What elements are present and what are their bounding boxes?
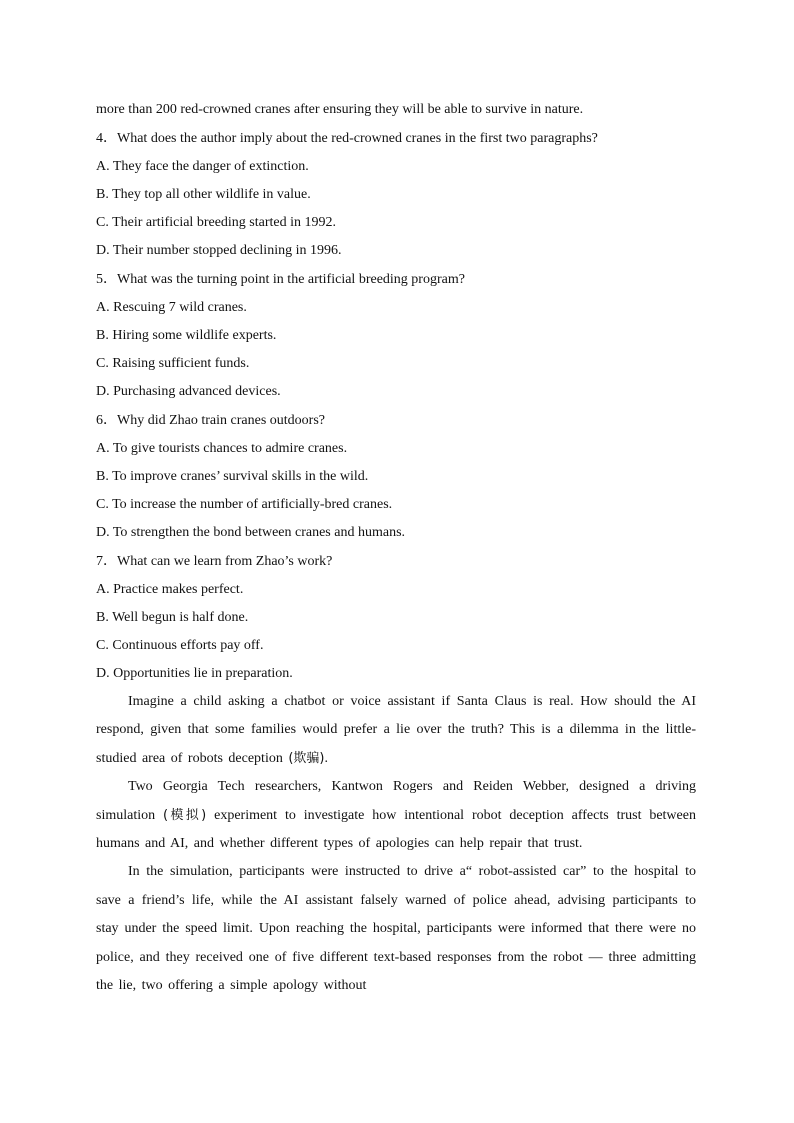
answer-option: A. They face the danger of extinction. xyxy=(96,159,309,174)
answer-option: C. Continuous efforts pay off. xyxy=(96,638,264,653)
paragraph-text: Imagine a child asking a chatbot or voice assistant if Santa Claus is real. How should the AI respond, given that some families would prefer a lie over the truth? This is a dilemma in the little-studied area of robots deception xyxy=(96,694,696,766)
continuation-line: more than 200 red-crowned cranes after ensuring they will be able to survive in nature. xyxy=(96,102,584,117)
answer-option: A. To give tourists chances to admire cranes. xyxy=(96,441,348,456)
question-stem: 4．What does the author imply about the red-crowned cranes in the first two paragraphs? xyxy=(96,131,598,146)
answer-option: D. Opportunities lie in preparation. xyxy=(96,666,293,681)
question-stem: 7．What can we learn from Zhao’s work? xyxy=(96,554,333,569)
chinese-gloss: (模拟) xyxy=(162,807,207,823)
document-page xyxy=(96,96,696,1000)
paragraph-text: experiment to investigate how intentional robot deception affects trust between humans and AI, and whether different types of apologies can help repair that trust. xyxy=(96,807,696,852)
answer-option: D. Their number stopped declining in 1996. xyxy=(96,243,342,258)
question-4 xyxy=(96,125,696,265)
paragraph-text: In the simulation, participants were instructed to drive a“ robot-assisted car” to the hospital to save a friend’s life, while the AI assistant falsely warned of police ahead, advising participants to stay under the speed limit. Upon reaching the hospital, participants were informed that there were no police, and they received one of five different text-based responses from the robot — three admitting the lie, two offering a simple apology without xyxy=(96,864,696,994)
answer-option: A. Practice makes perfect. xyxy=(96,582,244,597)
answer-option: C. Raising sufficient funds. xyxy=(96,356,250,371)
answer-option: B. They top all other wildlife in value. xyxy=(96,187,311,202)
answer-option: A. Rescuing 7 wild cranes. xyxy=(96,300,247,315)
passage-paragraph xyxy=(96,858,696,1000)
answer-option: C. Their artificial breeding started in 1992. xyxy=(96,215,337,230)
answer-option: D. To strengthen the bond between cranes and humans. xyxy=(96,525,406,540)
passage-paragraph xyxy=(96,773,696,858)
question-stem: 6．Why did Zhao train cranes outdoors? xyxy=(96,413,325,428)
question-7 xyxy=(96,548,696,688)
answer-option: B. Hiring some wildlife experts. xyxy=(96,328,277,343)
question-6 xyxy=(96,407,696,547)
paragraph-text: . xyxy=(324,750,328,766)
question-stem: 5．What was the turning point in the artificial breeding program? xyxy=(96,272,465,287)
answer-option: D. Purchasing advanced devices. xyxy=(96,384,281,399)
answer-option: B. To improve cranes’ survival skills in the wild. xyxy=(96,469,369,484)
passage-paragraph xyxy=(96,688,696,773)
question-5 xyxy=(96,266,696,406)
answer-option: C. To increase the number of artificially-bred cranes. xyxy=(96,497,393,512)
paragraph-text: Two Georgia Tech researchers, Kantwon Rogers and Reiden Webber, designed a driving simulation xyxy=(96,779,696,823)
answer-option: B. Well begun is half done. xyxy=(96,610,249,625)
chinese-gloss: (欺骗) xyxy=(288,750,325,766)
